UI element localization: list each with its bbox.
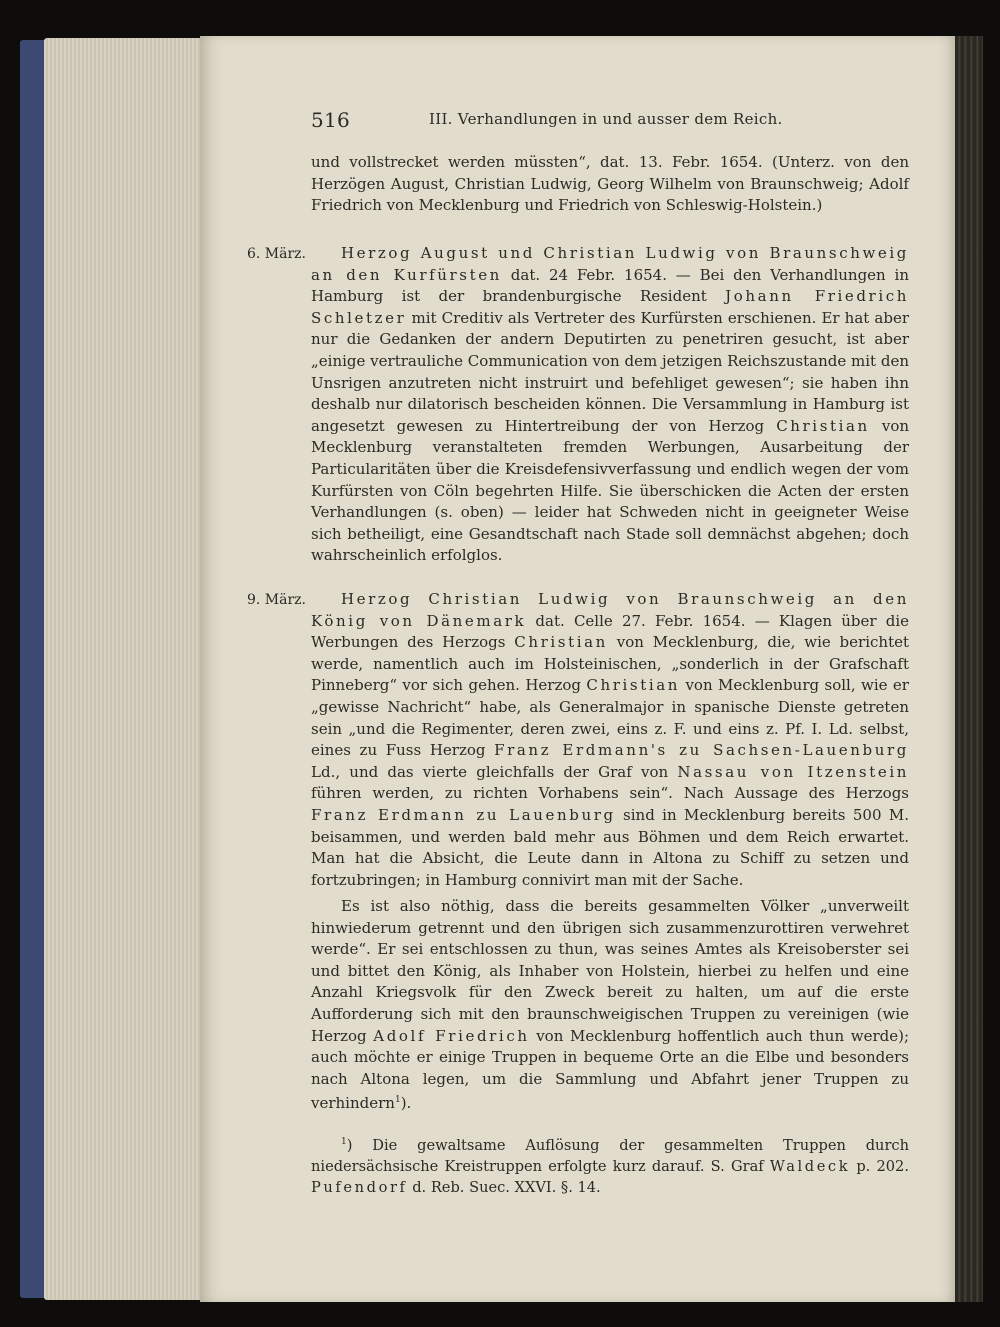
footnote	[311, 1132, 909, 1198]
paragraph-request	[311, 896, 909, 1115]
paragraph-text: von Mecklenburg hoffentlich auch thun werde); auch möchte er einige Truppen in bequeme Orte an die Elbe und besonders nach Altona legen, um die Sammlung und Abfahrt jener Truppen zu verhindern	[311, 1026, 910, 1113]
person-name: Nassau von Itzenstein	[677, 762, 909, 781]
margin-date: 9. März.	[247, 592, 307, 608]
entry-text: dat. 24 Febr. 1654. — Bei den Verhandlungen in Hamburg ist der brandenburgische Resident	[311, 265, 910, 306]
entry-heading: Herzog August und Christian Ludwig von Braunschweig an den Kurfürsten	[311, 244, 909, 284]
entry-text: von Mecklenburg soll, wie er „gewisse Nachricht“ habe, als Generalmajor in spanische Dienste getreten sein „und die Regimenter, deren zwei, eins z. F. und eins z. Pf. I. Ld. selbst, eines zu Fuss Herzog	[311, 676, 909, 760]
person-name: Christian	[514, 633, 608, 652]
running-head: III. Verhandlungen in und ausser dem Reich.	[429, 110, 783, 128]
footnote-marker: 1	[341, 1137, 347, 1147]
entry-text: Ld., und das vierte gleichfalls der Graf von	[311, 762, 678, 781]
footnote-reference: 1	[394, 1095, 401, 1106]
person-name: Pufendorf	[311, 1178, 408, 1196]
person-name: Adolf Friedrich	[373, 1026, 530, 1045]
person-name: Johann Friedrich Schletzer	[311, 287, 909, 327]
person-name: Waldeck	[769, 1157, 851, 1175]
footnote-text: d. Reb. Suec. XXVI. §. 14.	[407, 1178, 601, 1196]
entry-9-maerz	[311, 589, 909, 891]
paragraph-text: und vollstrecket werden müssten“, dat. 13. Febr. 1654. (Unterz. von den Herzögen August, Christian Ludwig, Georg Wilhelm von Braunschweig; Adolf Friedrich von Mecklenburg und Friedrich von Schleswig-Holstein.)	[311, 153, 909, 215]
paragraph-text: ).	[400, 1094, 412, 1113]
footnote-text: ) Die gewaltsame Auflösung der gesammelten Truppen durch niedersächsische Kreistruppen erfolgte kurz darauf. S. Graf	[311, 1136, 909, 1175]
entry-text: mit Creditiv als Vertreter des Kurfürsten erschienen. Er hat aber nur die Gedanken der andern Deputirten zu penetriren gesucht, ist aber „einige vertrauliche Communication von dem jetzigen Reichszustande mit den Unsrigen anzutreten nicht instruirt und befehliget gewesen“; sie haben ihn deshalb nur dilatorisch bescheiden können. Die Versammlung in Hamburg ist angesetzt gewesen zu Hintertreibung der von Herzog	[311, 308, 909, 435]
entry-heading: Herzog Christian Ludwig von Braunschweig an den König von Dänemark	[311, 590, 909, 630]
page-number: 516	[311, 108, 351, 132]
person-name: Christian	[586, 676, 681, 695]
paragraph-text: Es ist also nöthig, dass die bereits gesammelten Völker „unverweilt hinwiederum getrennt und den übrigen sich zusammenzurottiren verwehret werde“. Er sei entschlossen zu thun, was seines Amtes als Kreisoberster sei und bittet den König, als Inhaber von Holstein, hierbei zu helfen und eine Anzahl Kriegsvolk für den Zweck bereit zu halten, um auf die erste Aufforderung sich mit den braunschweigischen Truppen zu vereinigen (wie Herzog	[311, 897, 909, 1045]
entry-text: von Mecklenburg, die, wie berichtet werde, namentlich auch im Holsteinischen, „sonderlich in der Grafschaft Pinneberg“ vor sich gehen. Herzog	[311, 633, 909, 695]
entry-text: von Mecklenburg veranstalteten fremden Werbungen, Ausarbeitung der Particularitäten über die Kreisdefensivverfassung und endlich wegen der vom Kurfürsten von Cöln begehrten Hilfe. Sie überschicken die Acten der ersten Verhandlungen (s. oben) — leider hat Schweden nicht in geeigneter Weise sich betheiligt, eine Gesandtschaft nach Stade soll demnächst abgehen; doch wahrscheinlich erfolglos.	[311, 416, 910, 565]
entry-text: dat. Celle 27. Febr. 1654. — Klagen über die Werbungen des Herzogs	[311, 611, 909, 652]
entry-6-maerz	[311, 243, 909, 567]
person-name: Christian	[776, 416, 870, 435]
paragraph-continuation	[311, 152, 909, 217]
person-name: Franz Erdmann's zu Sachsen-Lauenburg	[494, 741, 909, 760]
entry-text: führen werden, zu richten Vorhabens sein“. Nach Aussage des Herzogs	[311, 784, 909, 803]
entry-text: sind in Mecklenburg bereits 500 M. beisammen, und werden bald mehr aus Böhmen und dem Reich erwartet. Man hat die Absicht, die Leute dann in Altona zu Schiff zu setzen und fortzubringen; in Hamburg connivirt man mit der Sache.	[311, 805, 909, 889]
footnote-text: p. 202.	[850, 1157, 909, 1175]
person-name: Franz Erdmann zu Lauenburg	[311, 805, 616, 824]
margin-date: 6. März.	[247, 246, 307, 262]
page-header	[311, 106, 911, 136]
